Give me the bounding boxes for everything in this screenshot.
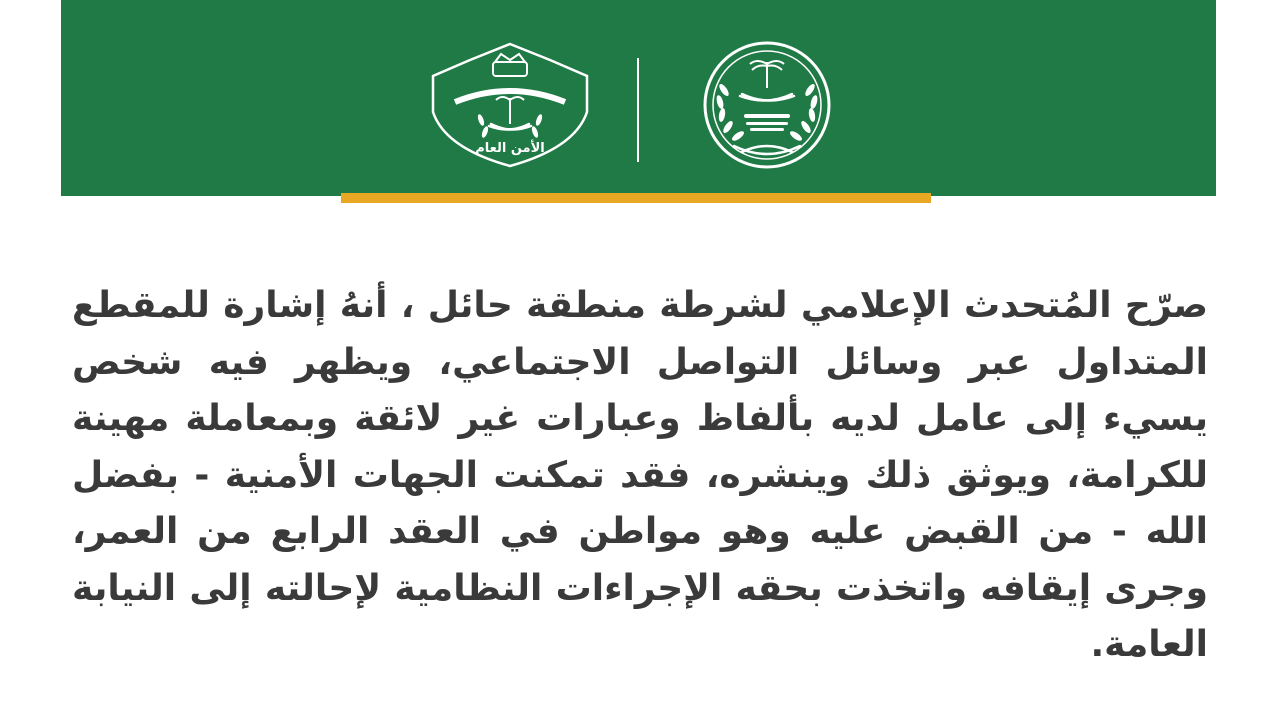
accent-bar xyxy=(341,193,931,203)
public-security-badge-icon xyxy=(425,40,595,170)
logo-divider xyxy=(637,58,639,162)
article-body: صرّح المُتحدث الإعلامي لشرطة منطقة حائل ، أنهُ إشارة للمقطع المتداول عبر وسائل التواصل الاجتماعي، ويظهر فيه شخص يسيء إلى عامل لديه بألفاظ وعبارات غير لائقة وبمعاملة مهينة للكرامة، ويوثق ذلك وينشره، فقد تمكنت الجهات الأمنية - بفضل الله - من القبض عليه وهو مواطن في العقد الرابع من العمر، وجرى إيقافه واتخذت بحقه الإجراءات النظامية لإحالته إلى النيابة العامة. xyxy=(72,285,1208,665)
ministry-emblem-icon xyxy=(662,40,872,170)
badge-lettering: الأمن العام xyxy=(475,141,545,156)
